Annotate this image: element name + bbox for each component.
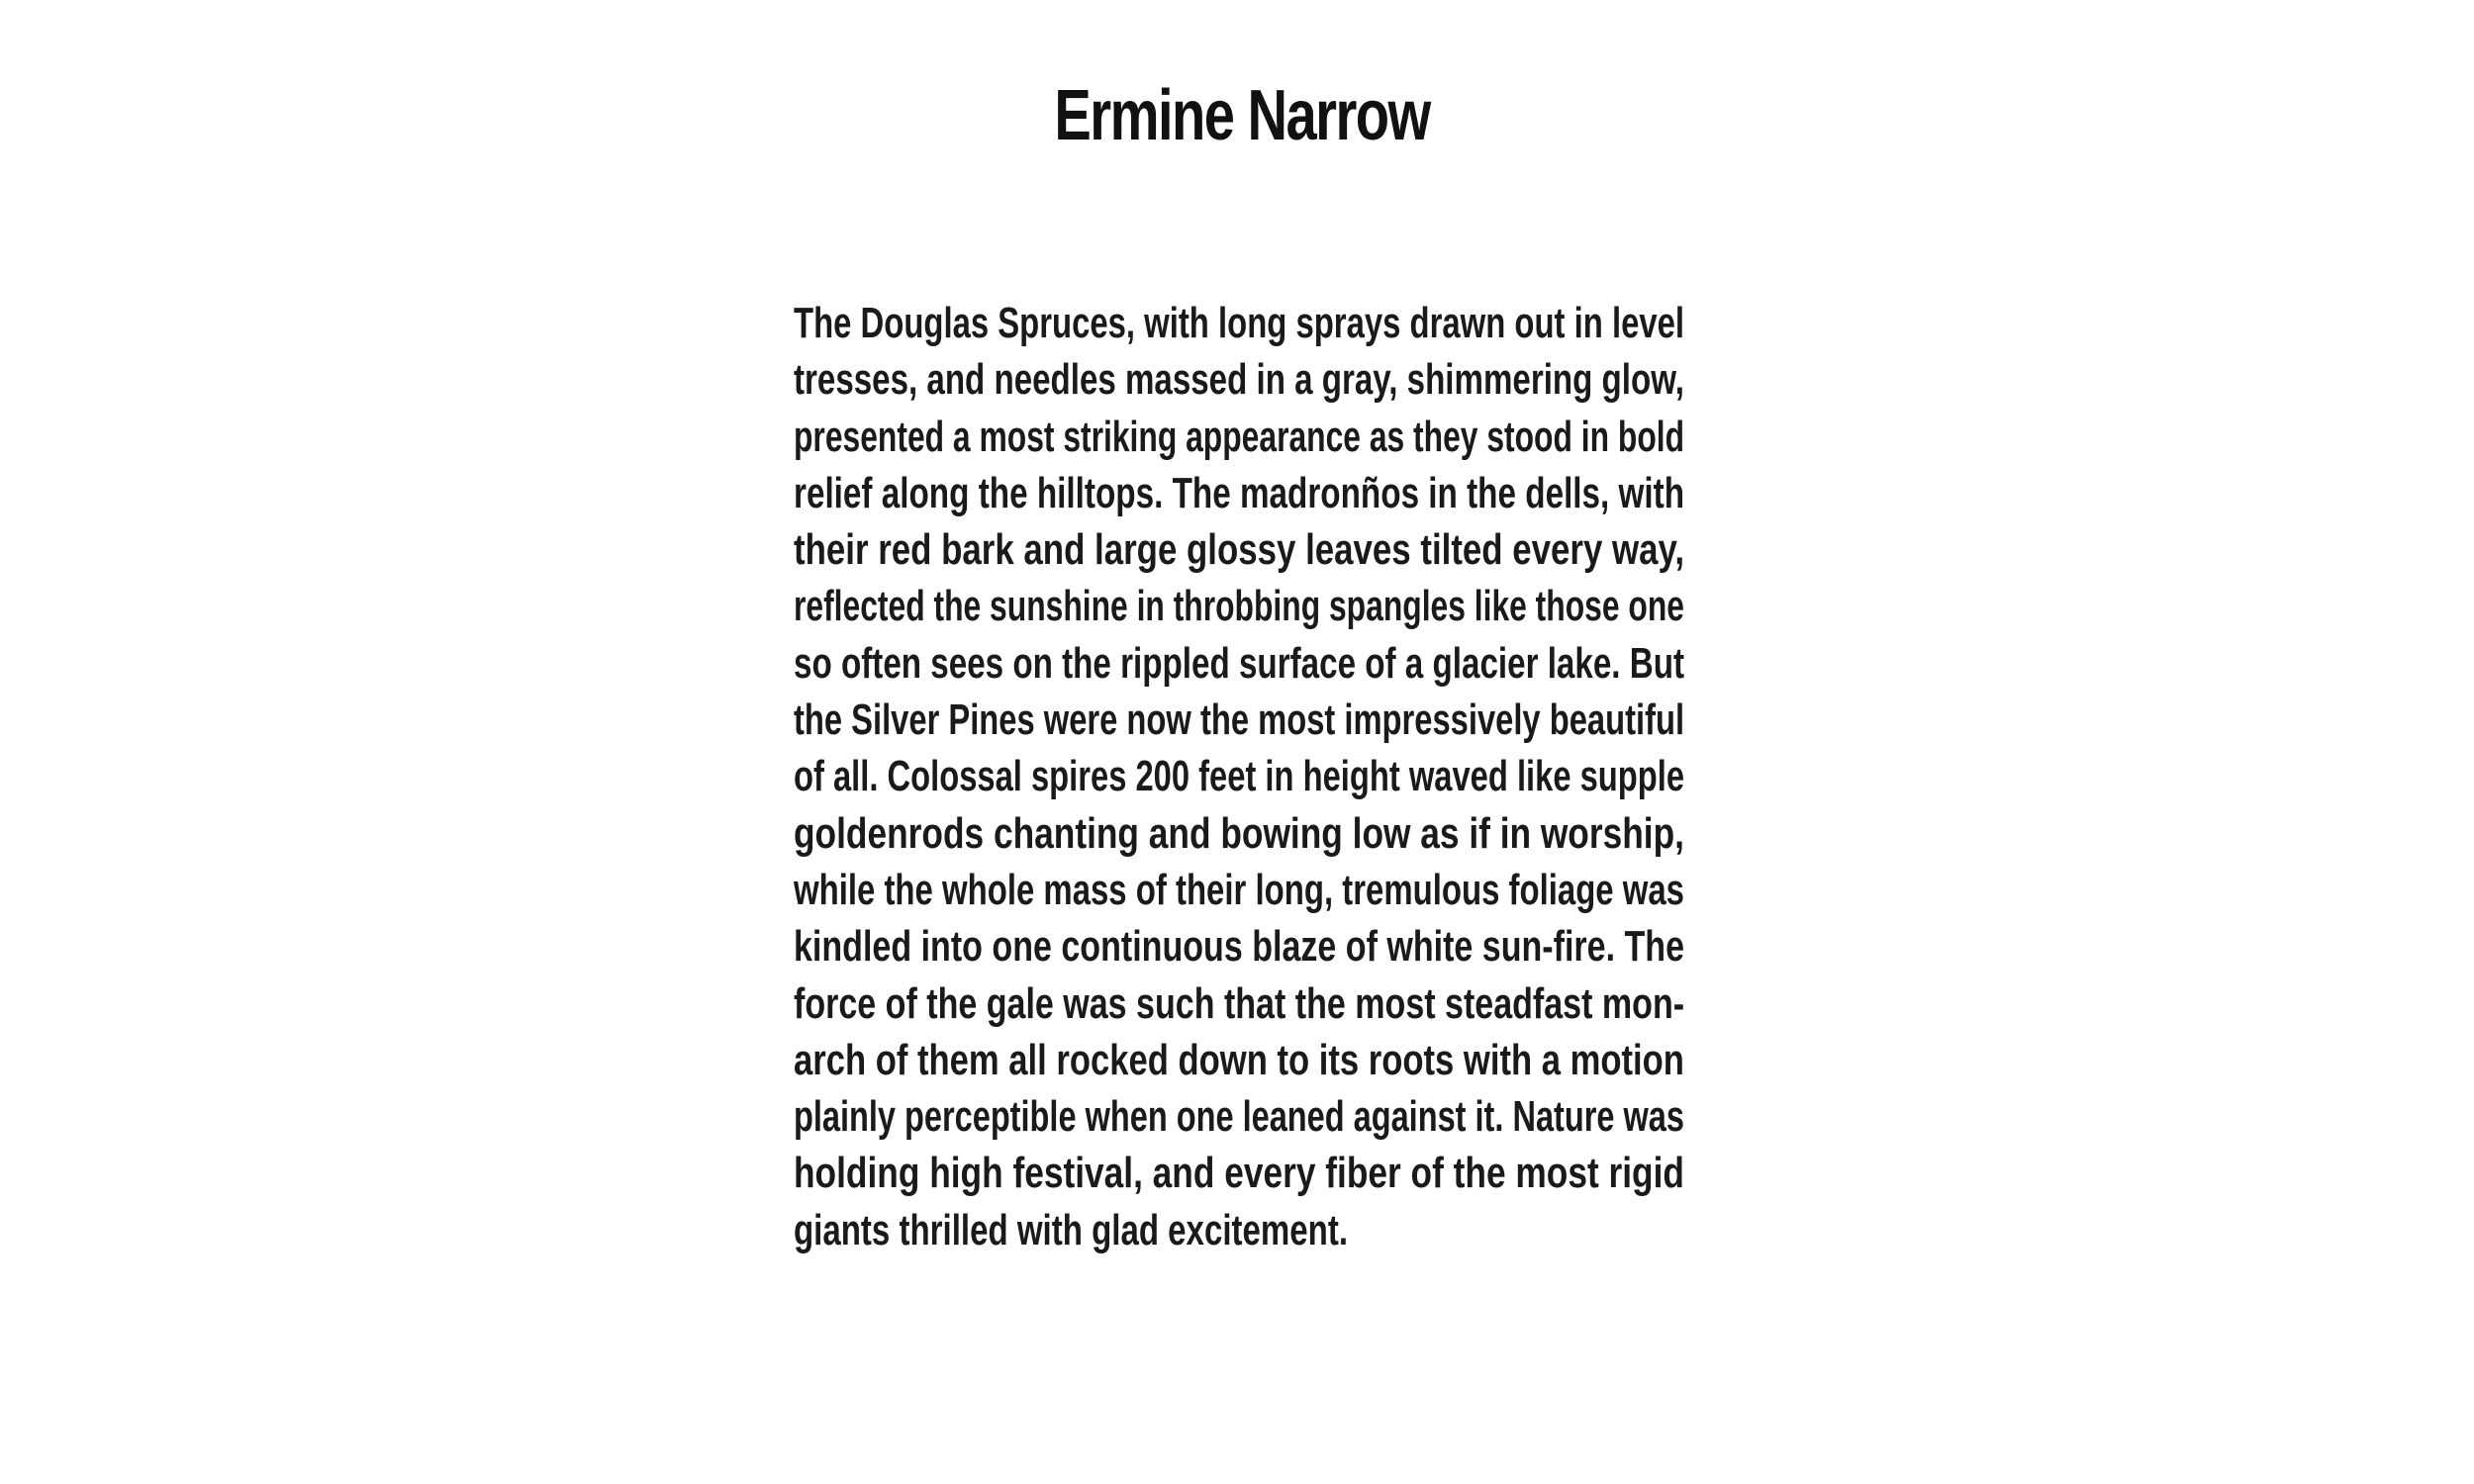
text-line: presented a most striking appearance as they stood in bold <box>794 412 1685 461</box>
page-title: Ermine Narrow <box>1054 76 1430 155</box>
text-line: reflected the sunshine in throbbing spangles like those one <box>794 582 1684 631</box>
text-line: force of the gale was such that the most steadfast mon- <box>794 978 1685 1028</box>
text-line: relief along the hilltops. The madronños in the dells, with <box>794 468 1685 517</box>
text-line: kindled into one continuous blaze of white sun-fire. The <box>794 922 1685 972</box>
text-line: holding high festival, and every fiber of the most rigid <box>794 1149 1684 1198</box>
text-line: plainly perceptible when one leaned against it. Nature was <box>794 1092 1684 1142</box>
text-line: while the whole mass of their long, tremulous foliage was <box>794 865 1684 914</box>
text-line: their red bark and large glossy leaves tilted every way, <box>794 525 1685 575</box>
text-line: the Silver Pines were now the most impressively beautiful <box>794 696 1685 745</box>
text-line: of all. Colossal spires 200 feet in height waved like supple <box>794 752 1685 801</box>
text-line: arch of them all rocked down to its roots with a motion <box>794 1035 1684 1084</box>
text-line: The Douglas Spruces, with long sprays drawn out in level <box>794 299 1685 347</box>
text-line-last: giants thrilled with glad excitement. <box>794 1205 1349 1254</box>
text-line: goldenrods chanting and bowing low as if in worship, <box>794 808 1684 858</box>
text-line: tresses, and needles massed in a gray, shimmering glow, <box>794 355 1684 405</box>
body-paragraph <box>794 295 1684 1258</box>
text-line: so often sees on the rippled surface of a glacier lake. But <box>794 638 1685 688</box>
